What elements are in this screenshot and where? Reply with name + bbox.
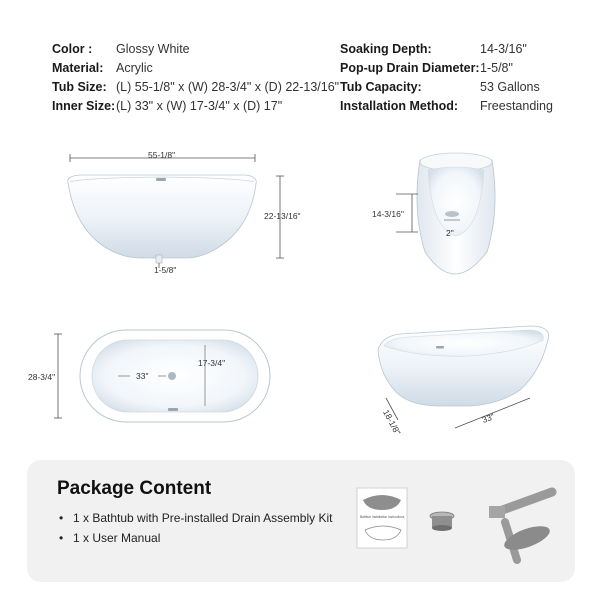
spec-label: Tub Capacity: bbox=[340, 80, 422, 94]
manual-title-text: Bathtub Installation Instructions bbox=[360, 515, 405, 519]
dim-side-height: 22-13/16" bbox=[264, 211, 301, 221]
spec-value: Freestanding bbox=[480, 99, 553, 113]
package-items-art bbox=[27, 460, 575, 582]
spec-label: Installation Method: bbox=[340, 99, 459, 113]
dim-drain-hole: 2" bbox=[446, 228, 454, 238]
dim-soaking-depth: 14-3/16" bbox=[372, 209, 404, 219]
spec-label: Soaking Depth: bbox=[340, 42, 432, 56]
spec-value: Acrylic bbox=[116, 61, 153, 75]
dim-persp-width: 18-1/8" bbox=[381, 408, 403, 437]
dim-side-length: 55-1/8" bbox=[148, 150, 176, 160]
spec-label: Tub Size: bbox=[52, 80, 107, 94]
bathtub-top-view bbox=[54, 330, 270, 422]
spec-label: Inner Size: bbox=[52, 99, 116, 113]
package-content-panel bbox=[27, 460, 575, 582]
spec-value: 53 Gallons bbox=[480, 80, 540, 94]
spec-value: Glossy White bbox=[116, 42, 190, 56]
bathtub-end-view bbox=[396, 153, 495, 274]
bullet: • bbox=[59, 511, 64, 525]
drain-pipe-icon bbox=[489, 492, 553, 560]
spec-value: 14-3/16" bbox=[480, 42, 527, 56]
dim-drain: 1-5/8" bbox=[154, 265, 177, 275]
dim-persp-length: 33" bbox=[480, 411, 496, 425]
package-item-label: 1 x Bathtub with Pre-installed Drain Assembly Kit bbox=[73, 511, 333, 525]
spec-value: (L) 33" x (W) 17-3/4" x (D) 17" bbox=[116, 99, 283, 113]
dim-inner-length: 33" bbox=[136, 371, 149, 381]
drain-stopper-icon bbox=[430, 512, 454, 531]
spec-value: (L) 55-1/8" x (W) 28-3/4" x (D) 22-13/16" bbox=[116, 80, 340, 94]
spec-value: 1-5/8" bbox=[480, 61, 513, 75]
spec-label: Material: bbox=[52, 61, 104, 75]
spec-label: Color : bbox=[52, 42, 93, 56]
dim-inner-width: 17-3/4" bbox=[198, 358, 226, 368]
package-item-label: 1 x User Manual bbox=[73, 531, 161, 545]
bullet: • bbox=[59, 531, 64, 545]
bathtub-side-view bbox=[68, 154, 284, 268]
spec-label: Pop-up Drain Diameter: bbox=[340, 61, 480, 75]
package-title: Package Content bbox=[57, 478, 212, 499]
dim-top-width: 28-3/4" bbox=[28, 372, 56, 382]
bathtub-perspective-view bbox=[378, 326, 549, 428]
